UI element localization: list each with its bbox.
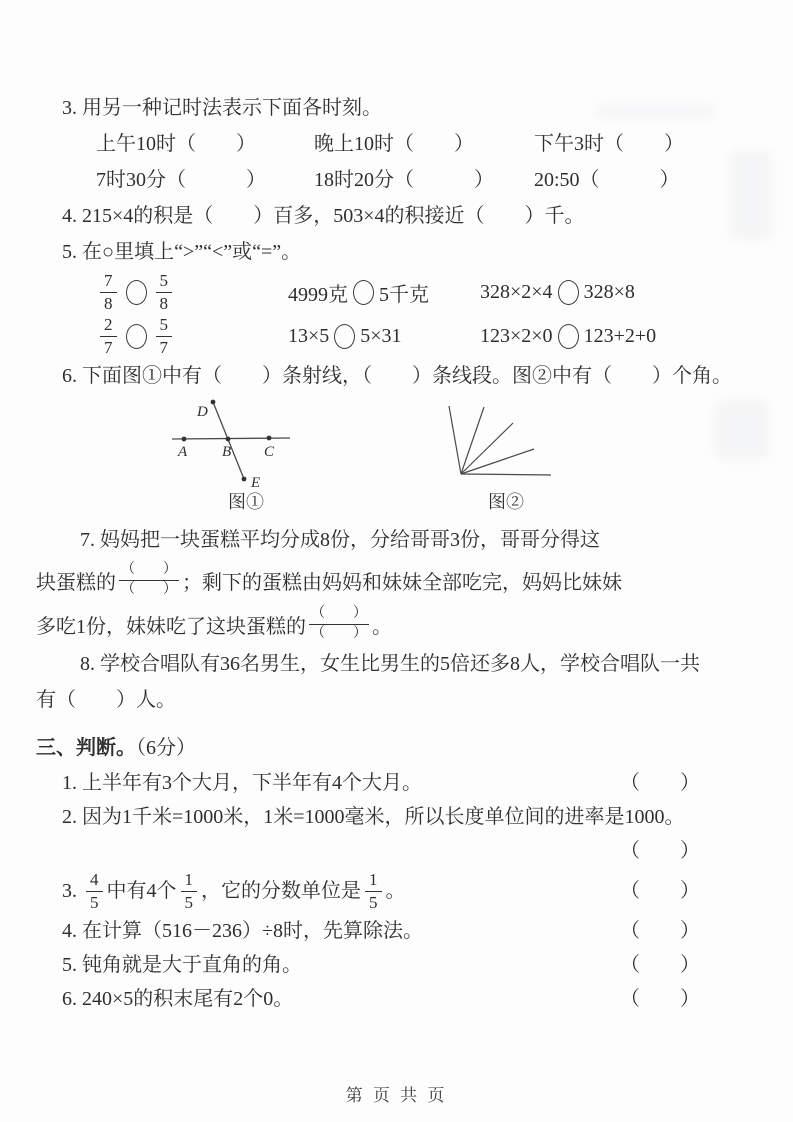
point-label-c: C bbox=[264, 444, 275, 460]
question-7-line2: 块蛋糕的 $\frac{( )}{( )}$ ；剩下的蛋糕由妈妈和妹妹全部吃完，妈妈比妹妹 bbox=[36, 558, 757, 602]
comparison-mass: 4999克 5千克 bbox=[288, 278, 480, 307]
figures-row bbox=[161, 394, 757, 514]
judge-item-2-answer bbox=[36, 834, 757, 868]
figure-1-caption: 图① bbox=[228, 492, 264, 512]
comparison-multiply: 13×5 5×31 bbox=[288, 324, 402, 347]
question-3-row2 bbox=[96, 162, 757, 198]
time-blank-morning: 上午10时（ ） bbox=[96, 133, 256, 155]
question-5-row1 bbox=[96, 270, 757, 314]
question-8-line2: 有（ ）人。 bbox=[36, 689, 176, 711]
fraction-blank: $\frac{( )}{( )}$ bbox=[121, 561, 177, 597]
bleed-through-artifact bbox=[596, 104, 716, 118]
answer-blank: （ ） bbox=[620, 988, 700, 1010]
comparison-circle bbox=[353, 280, 374, 305]
fraction: $\frac{1}{5}$ bbox=[181, 870, 198, 912]
comparison-circle bbox=[558, 324, 579, 349]
question-4: 4. 215×4的积是（ ）百多，503×4的积接近（ ）千。 bbox=[62, 205, 585, 227]
figure-1-drawing bbox=[161, 394, 331, 490]
judge-item-1: 1. 上半年有3个大月，下半年有4个大月。 （ ） bbox=[36, 766, 757, 800]
question-3-title: 3. 用另一种记时法表示下面各时刻。 bbox=[62, 97, 382, 119]
answer-blank: （ ） bbox=[620, 954, 700, 976]
time-blank-1820: 18时20分（ ） bbox=[314, 169, 494, 191]
fraction: $\frac{4}{5}$ bbox=[86, 870, 103, 912]
point-label-e: E bbox=[251, 475, 261, 490]
figure-2 bbox=[436, 394, 576, 514]
question-8-line1: 8. 学校合唱队有36名男生，女生比男生的5倍还多8人，学校合唱队一共 bbox=[80, 653, 700, 675]
question-6: 6. 下面图①中有（ ）条射线，（ ）条线段。图②中有（ ）个角。 bbox=[62, 365, 732, 387]
section-judge-header bbox=[36, 730, 757, 766]
bleed-through-artifact bbox=[730, 150, 772, 240]
answer-blank: （ ） bbox=[620, 840, 700, 862]
judge-item-3: 3. $\frac{4}{5}$ 中有4个 $\frac{1}{5}$ ，它的分数单位是 $\frac{1}{5}$ 。 （ ） bbox=[62, 869, 700, 912]
comparison-product-2: 123×2×0 123+2+0 bbox=[480, 324, 657, 347]
figure-2-caption: 图② bbox=[488, 492, 524, 512]
answer-blank: （ ） bbox=[620, 880, 700, 902]
time-blank-afternoon: 下午3时（ ） bbox=[534, 133, 684, 155]
fraction: $\frac{2}{7}$ bbox=[100, 315, 117, 357]
section-judge-title: 三、判断。 bbox=[36, 737, 136, 759]
section-judge-points: （6分） bbox=[136, 737, 196, 759]
judge-item-5: 5. 钝角就是大于直角的角。 （ ） bbox=[36, 948, 757, 982]
comparison-product-1: 328×2×4 328×8 bbox=[480, 280, 635, 303]
question-7-line1: 7. 妈妈把一块蛋糕平均分成8份，分给哥哥3份，哥哥分得这 bbox=[80, 529, 600, 551]
figure-2-drawing bbox=[436, 394, 576, 490]
question-5-title: 5. 在○里填上“>”“<”或“=”。 bbox=[62, 241, 302, 263]
comparison-fractions-1 bbox=[96, 271, 288, 313]
answer-blank: （ ） bbox=[620, 772, 700, 794]
judge-item-4: 4. 在计算（516－236）÷8时，先算除法。 （ ） bbox=[36, 914, 757, 948]
comparison-circle bbox=[126, 324, 147, 349]
comparison-circle bbox=[558, 280, 579, 305]
time-blank-evening: 晚上10时（ ） bbox=[314, 133, 474, 155]
point-label-a: A bbox=[178, 444, 188, 460]
bleed-through-artifact bbox=[715, 400, 770, 460]
comparison-circle bbox=[126, 280, 147, 305]
figure-1 bbox=[161, 394, 331, 514]
fraction-blank: $\frac{( )}{( )}$ bbox=[311, 605, 367, 641]
question-5-row2 bbox=[96, 314, 757, 358]
judge-item-6: 6. 240×5的积末尾有2个0。 （ ） bbox=[36, 982, 757, 1016]
question-7-line3: 多吃1份，妹妹吃了这块蛋糕的 $\frac{( )}{( )}$ 。 bbox=[36, 602, 757, 646]
time-blank-2050: 20:50（ ） bbox=[534, 169, 680, 191]
fraction: $\frac{7}{8}$ bbox=[100, 271, 117, 313]
point-label-b: B bbox=[222, 444, 232, 460]
time-blank-730: 7时30分（ ） bbox=[96, 169, 266, 191]
fraction: $\frac{1}{5}$ bbox=[365, 870, 382, 912]
judge-item-2: 2. 因为1千米=1000米，1米=1000毫米，所以长度单位间的进率是1000。 bbox=[62, 806, 685, 828]
question-3-row1 bbox=[96, 126, 757, 162]
fraction: $\frac{5}{7}$ bbox=[156, 315, 173, 357]
fraction: $\frac{5}{8}$ bbox=[156, 271, 173, 313]
comparison-circle bbox=[334, 324, 355, 349]
answer-blank: （ ） bbox=[620, 920, 700, 942]
page-footer: 第 页 共 页 bbox=[345, 1086, 448, 1105]
comparison-fractions-2 bbox=[96, 315, 288, 357]
point-label-d: D bbox=[197, 404, 208, 420]
